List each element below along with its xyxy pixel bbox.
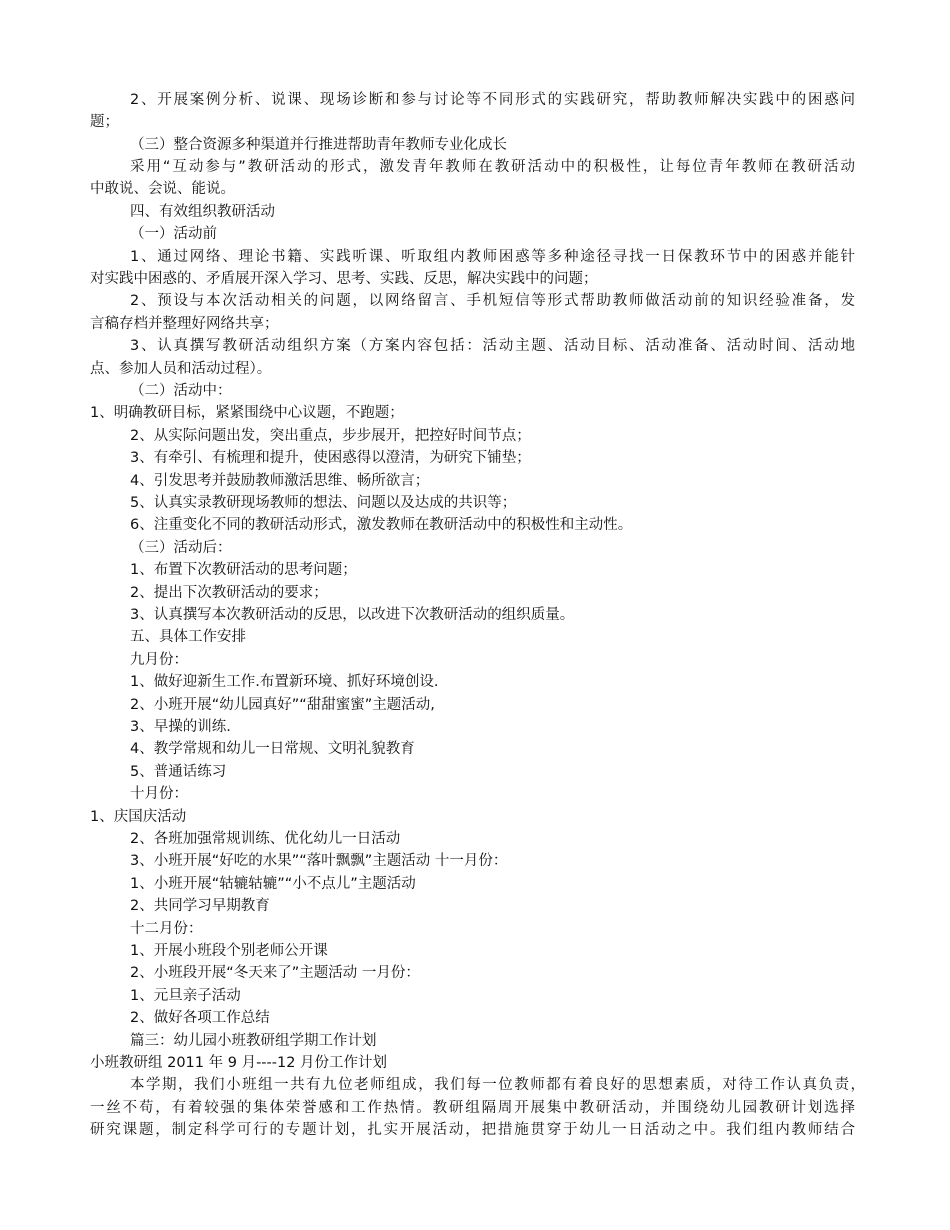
section-heading: 四、有效组织教研活动: [130, 204, 275, 220]
text-line: 1、开展小班段个别老师公开课: [130, 943, 328, 959]
subsection-heading: （三）活动后：: [130, 540, 232, 556]
text-line: 3、小班开展“好吃的水果”“落叶飘飘”主题活动 十一月份：: [130, 853, 508, 869]
text-line: 2、小班开展“幼儿园真好”“甜甜蜜蜜”主题活动,: [130, 697, 435, 713]
text-line: 5、普通话练习: [130, 764, 227, 780]
text-line: 2、开展案例分析、说课、现场诊断和参与讨论等不同形式的实践研究，帮助教师解决实践中的困惑问: [130, 92, 855, 108]
part-title: 篇三：幼儿园小班教研组学期工作计划: [130, 1033, 377, 1049]
text-line: 2、预设与本次活动相关的问题，以网络留言、手机短信等形式帮助教师做活动前的知识经验准备，发: [130, 293, 855, 309]
text-line: 对实践中困惑的、矛盾展开深入学习、思考、实践、反思，解决实践中的问题；: [90, 271, 598, 287]
text-line: 2、做好各项工作总结: [130, 1010, 270, 1026]
text-line: 5、认真实录教研现场教师的想法、问题以及达成的共识等；: [130, 495, 517, 511]
text-line: 中敢说、会说、能说。: [90, 181, 235, 197]
text-line: 4、教学常规和幼儿一日常规、文明礼貌教育: [130, 741, 415, 757]
text-line: 2、从实际问题出发，突出重点，步步展开，把控好时间节点；: [130, 428, 531, 444]
text-line: 1、明确教研目标，紧紧围绕中心议题，不跑题；: [90, 405, 404, 421]
subsection-heading: （一）活动前: [130, 226, 217, 242]
text-line: 1、小班开展“轱辘轱辘”“小不点儿”主题活动: [130, 876, 416, 892]
text-line: 4、引发思考并鼓励教师激活思维、畅所欲言；: [130, 473, 430, 489]
text-line: 6、注重变化不同的教研活动形式，激发教师在教研活动中的积极性和主动性。: [130, 517, 633, 533]
text-line: 3、认真撰写本次教研活动的反思，以改进下次教研活动的组织质量。: [130, 607, 575, 623]
text-line: 2、共同学习早期教育: [130, 898, 270, 914]
text-line: 一丝不苟，有着较强的集体荣誉感和工作热情。教研组隔周开展集中教研活动，并围绕幼儿园教研计划选择: [90, 1100, 855, 1116]
text-line: 2、小班段开展“冬天来了”主题活动 一月份：: [130, 965, 420, 981]
text-line: 1、布置下次教研活动的思考问题；: [130, 562, 357, 578]
text-line: 3、认真撰写教研活动组织方案（方案内容包括：活动主题、活动目标、活动准备、活动时间、活动地: [130, 338, 855, 354]
subsection-heading: （二）活动中：: [130, 383, 232, 399]
text-line: 2、各班加强常规训练、优化幼儿一日活动: [130, 831, 401, 847]
text-line: 本学期，我们小班组一共有九位老师组成，我们每一位教师都有着良好的思想素质，对待工作认真负责，: [130, 1077, 865, 1093]
text-line: 1、通过网络、理论书籍、实践听课、听取组内教师困惑等多种途径寻找一日保教环节中的困惑并能针: [130, 249, 855, 265]
text-line: 3、有牵引、有梳理和提升，使困惑得以澄清，为研究下铺垫；: [130, 450, 531, 466]
month-heading: 十二月份：: [130, 921, 203, 937]
text-line: 1、做好迎新生工作.布置新环境、抓好环境创设.: [130, 674, 439, 690]
section-heading: 五、具体工作安排: [130, 629, 246, 645]
month-heading: 九月份：: [130, 652, 188, 668]
text-line: 题；: [90, 114, 119, 130]
text-line: 言稿存档并整理好网络共享；: [90, 316, 279, 332]
text-line: 点、参加人员和活动过程）。: [90, 361, 272, 377]
text-line: 1、庆国庆活动: [90, 809, 187, 825]
section-heading: （三）整合资源多种渠道并行推进帮助青年教师专业化成长: [130, 137, 507, 153]
text-line: 研究课题，制定科学可行的专题计划，扎实开展活动，把措施贯穿于幼儿一日活动之中。我们组内教师结合: [90, 1122, 855, 1138]
month-heading: 十月份：: [130, 786, 188, 802]
text-line: 1、元旦亲子活动: [130, 988, 241, 1004]
plan-title: 小班教研组 2011 年 9 月----12 月份工作计划: [90, 1055, 388, 1071]
text-line: 3、早操的训练.: [130, 719, 231, 735]
text-line: 2、提出下次教研活动的要求；: [130, 585, 328, 601]
text-line: 采用“互动参与”教研活动的形式，激发青年教师在教研活动中的积极性，让每位青年教师在教研活动: [130, 159, 855, 175]
